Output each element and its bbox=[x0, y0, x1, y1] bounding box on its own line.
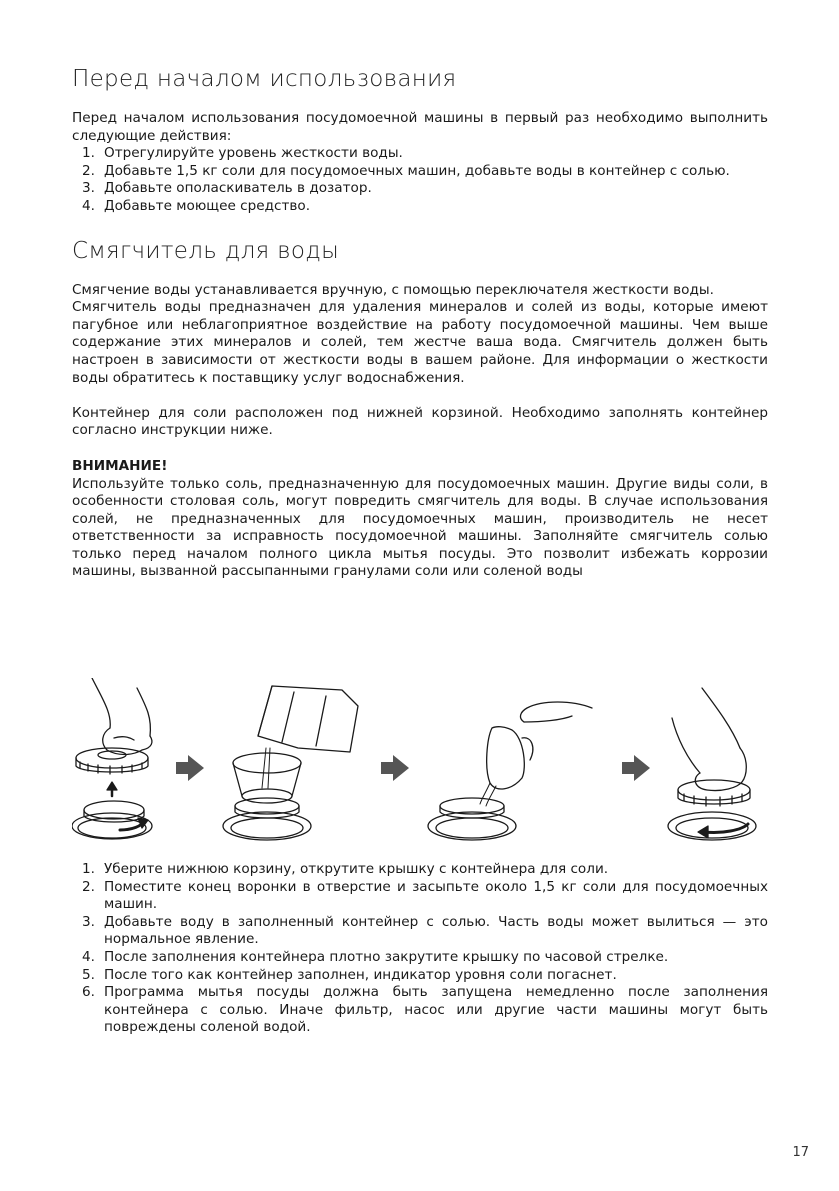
list-item: 2. Добавьте 1,5 кг соли для посудомоечных машин, добавьте воды в контейнер с солью. bbox=[82, 162, 730, 179]
section-title-water-softener: Смягчитель для воды bbox=[72, 237, 340, 264]
pour-salt-illustration bbox=[223, 686, 358, 840]
list-item: 1. Отрегулируйте уровень жесткости воды. bbox=[82, 145, 403, 162]
unscrew-cap-illustration bbox=[72, 678, 152, 839]
pour-water-illustration bbox=[428, 702, 592, 840]
warning-title: ВНИМАНИЕ! bbox=[72, 457, 168, 474]
softener-paragraph-1: Смягчение воды устанавливается вручную, с помощью переключателя жесткости воды. bbox=[72, 281, 714, 298]
illustrations-row bbox=[72, 678, 768, 848]
next-arrow-icon bbox=[176, 755, 204, 781]
page-content bbox=[72, 62, 768, 581]
softener-paragraph-2: Смягчитель воды предназначен для удаления минералов и солей из воды, которые имеют пагубное или неблагоприятное воздействие на работу посудомоечной машины. Чем выше содержание этих минералов и солей, тем жестче ваша вода. Смягчитель должен быть настроен в зависимости от жесткости воды в вашем районе. Для информации о жесткости воды обратитесь к поставщику услуг водоснабжения. bbox=[72, 299, 768, 386]
list-item: 3. Добавьте воду в заполненный контейнер с солью. Часть воды может вылиться — это нормальное явление. bbox=[82, 913, 768, 948]
page-number: 17 bbox=[792, 1145, 809, 1160]
list-item: 1. Уберите нижнюю корзину, открутите крышку с контейнера для соли. bbox=[82, 861, 609, 877]
list-item: 5. После того как контейнер заполнен, индикатор уровня соли погаснет. bbox=[82, 966, 617, 983]
list-item: 6. Программа мытья посуды должна быть запущена немедленно после заполнения контейнера с солью. Иначе фильтр, насос или другие части машины могут быть повреждены соленой водой. bbox=[82, 984, 768, 1036]
list-item: 3. Добавьте ополаскиватель в дозатор. bbox=[82, 180, 372, 197]
list-item: 4. После заполнения контейнера плотно закрутите крышку по часовой стрелке. bbox=[82, 948, 669, 965]
section1-list bbox=[72, 145, 768, 215]
steps-list bbox=[72, 861, 768, 1037]
softener-paragraph-3: Контейнер для соли расположен под нижней корзиной. Необходимо заполнять контейнер согласно инструкции ниже. bbox=[72, 404, 768, 439]
list-item: 4. Добавьте моющее средство. bbox=[82, 197, 311, 214]
next-arrow-icon bbox=[381, 755, 409, 781]
warning-text: Используйте только соль, предназначенную для посудомоечных машин. Другие виды соли, в особенности столовая соль, могут повредить смягчитель для воды. В случае использования солей, не предназначенных для посудомоечных машин, производитель не несет ответственности за исправность посудомоечной машины. Заполняйте смягчитель солью только перед началом полного цикла мытья посуды. Это позволит избежать коррозии машины, вызванной рассыпанными гранулами соли или соленой воды bbox=[72, 475, 768, 580]
salt-steps bbox=[72, 861, 768, 1037]
section-title-before-use: Перед началом использования bbox=[72, 66, 457, 92]
illustrations-svg bbox=[72, 678, 768, 848]
screw-cap-illustration bbox=[668, 688, 756, 840]
list-item: 2. Поместите конец воронки в отверстие и засыпьте около 1,5 кг соли для посудомоечных машин. bbox=[82, 878, 768, 913]
next-arrow-icon bbox=[622, 755, 650, 781]
section1-intro: Перед началом использования посудомоечной машины в первый раз необходимо выполнить следующие действия: bbox=[72, 110, 768, 144]
